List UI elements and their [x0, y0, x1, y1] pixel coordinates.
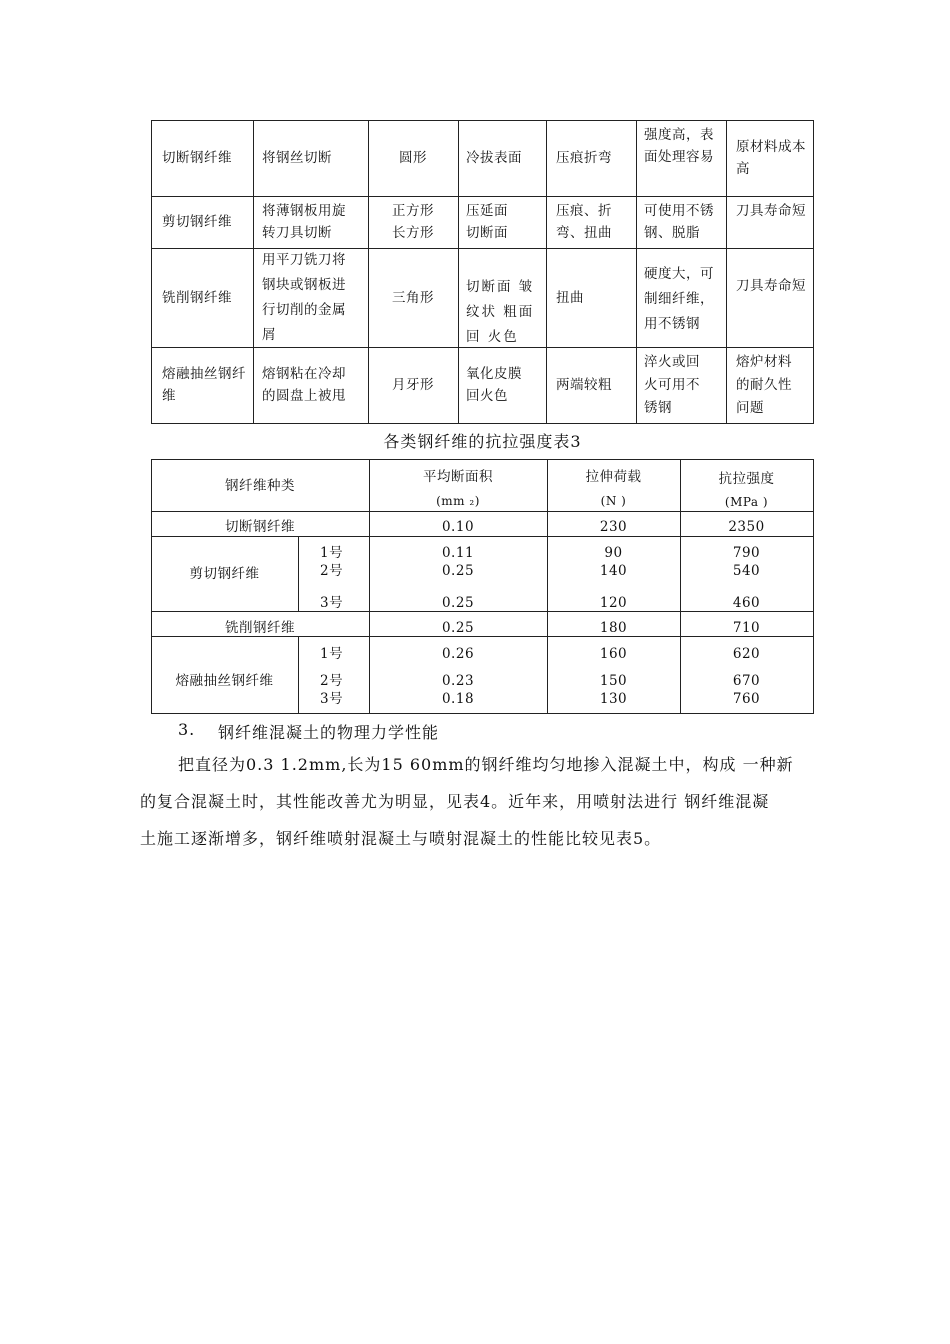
header-area-unit: (mm ₂): [436, 494, 480, 508]
table1-cell: 两端较粗: [556, 377, 612, 393]
strength-value: 2350: [728, 519, 765, 535]
table1-cell: 正方形 长方形: [392, 203, 434, 241]
sub-number: 1号: [320, 646, 344, 662]
table1-cell: 熔融抽丝钢纤维: [162, 366, 246, 404]
area-value: 0.25: [441, 620, 475, 636]
table1-cell: 淬火或回火可用不锈钢: [644, 354, 700, 416]
load-value: 180: [599, 620, 628, 636]
strength-value: 620: [732, 646, 761, 662]
header-strength-unit: (MPa ): [724, 495, 769, 509]
area-value: 0.23: [441, 673, 475, 689]
area-value: 0.25: [441, 595, 475, 611]
load-value: 150: [599, 673, 628, 689]
table1-cell: 用平刀铣刀将钢块或钢板进行切削的金属屑: [262, 252, 346, 343]
table1-cell: 铣削钢纤维: [162, 290, 232, 306]
table1-cell: 硬度大，可制细纤维，用不锈钢: [644, 266, 714, 332]
header-area: 平均断面积: [423, 469, 493, 485]
table1-cell: 熔炉材料的耐久性问题: [736, 354, 792, 416]
sub-number: 1号: [320, 545, 344, 561]
table1-cell: 圆形: [399, 150, 427, 166]
body-paragraph-line: 把直径为0.3 1.2mm,长为15 60mm的钢纤维均匀地掺入混凝土中，构成 一种新: [178, 755, 794, 774]
table1-cell: 三角形: [392, 290, 434, 306]
fiber-type: 切断钢纤维: [225, 519, 295, 535]
header-strength: 抗拉强度: [718, 471, 775, 487]
header-fiber-type: 钢纤维种类: [225, 478, 295, 494]
section-title: 钢纤维混凝土的物理力学性能: [218, 723, 440, 742]
table1-cell: 压痕、折弯、扭曲: [556, 203, 612, 241]
table1-cell: 刀具寿命短: [736, 278, 806, 294]
fiber-type: 铣削钢纤维: [225, 620, 295, 636]
table1-cell: 熔钢粘在冷却的圆盘上被甩: [262, 366, 346, 404]
strength-value: 760: [732, 691, 761, 707]
area-value: 0.26: [441, 646, 475, 662]
sub-number: 2号: [320, 563, 344, 579]
area-value: 0.25: [441, 563, 475, 579]
strength-value: 670: [732, 673, 761, 689]
load-value: 140: [599, 563, 628, 579]
table1-cell: 将薄钢板用旋转刀具切断: [262, 203, 346, 241]
load-value: 130: [599, 691, 628, 707]
sub-number: 3号: [320, 691, 344, 707]
table1-cell: 剪切钢纤维: [162, 214, 232, 230]
strength-value: 460: [732, 595, 761, 611]
table1-cell: 原材料成本高: [736, 139, 806, 177]
table1-cell: 压痕折弯: [556, 150, 612, 166]
sub-number: 2号: [320, 673, 344, 689]
table1-cell: 将钢丝切断: [262, 150, 332, 166]
strength-value: 710: [732, 620, 761, 636]
area-value: 0.10: [441, 519, 475, 535]
table1-cell: 冷拔表面: [466, 150, 522, 166]
table1-cell: 氧化皮膜 回火色: [466, 366, 522, 404]
fiber-type: 剪切钢纤维: [189, 566, 260, 582]
header-load-unit: (N ): [600, 494, 627, 508]
header-load: 拉伸荷载: [585, 469, 642, 485]
load-value: 230: [599, 519, 628, 535]
section-number: 3.: [178, 720, 196, 739]
table1-cell: 刀具寿命短: [736, 203, 806, 219]
area-value: 0.11: [441, 545, 475, 561]
strength-value: 790: [732, 545, 761, 561]
table1-cell: 可使用不锈钢、脱脂: [644, 203, 714, 241]
sub-number: 3号: [320, 595, 344, 611]
body-paragraph-line: 的复合混凝土时，其性能改善尤为明显，见表4。近年来，用喷射法进行 钢纤维混凝: [140, 792, 770, 811]
table1-cell: 切断钢纤维: [162, 150, 232, 166]
area-value: 0.18: [441, 691, 475, 707]
strength-value: 540: [732, 563, 761, 579]
table1-cell: 切断面 皱纹状 粗面 回 火色: [466, 279, 535, 345]
fiber-type: 熔融抽丝钢纤维: [175, 673, 274, 689]
body-paragraph-line: 土施工逐渐增多，钢纤维喷射混凝土与喷射混凝土的性能比较见表5。: [140, 829, 662, 848]
load-value: 90: [604, 545, 623, 561]
table1-cell: 强度高，表面处理容易: [644, 127, 714, 165]
table1-cell: 月牙形: [392, 377, 434, 393]
table1-cell: 扭曲: [556, 290, 584, 306]
table1-cell: 压延面 切断面: [466, 203, 508, 241]
load-value: 120: [599, 595, 628, 611]
load-value: 160: [599, 646, 628, 662]
table2-caption: 各类钢纤维的抗拉强度表3: [383, 432, 582, 451]
